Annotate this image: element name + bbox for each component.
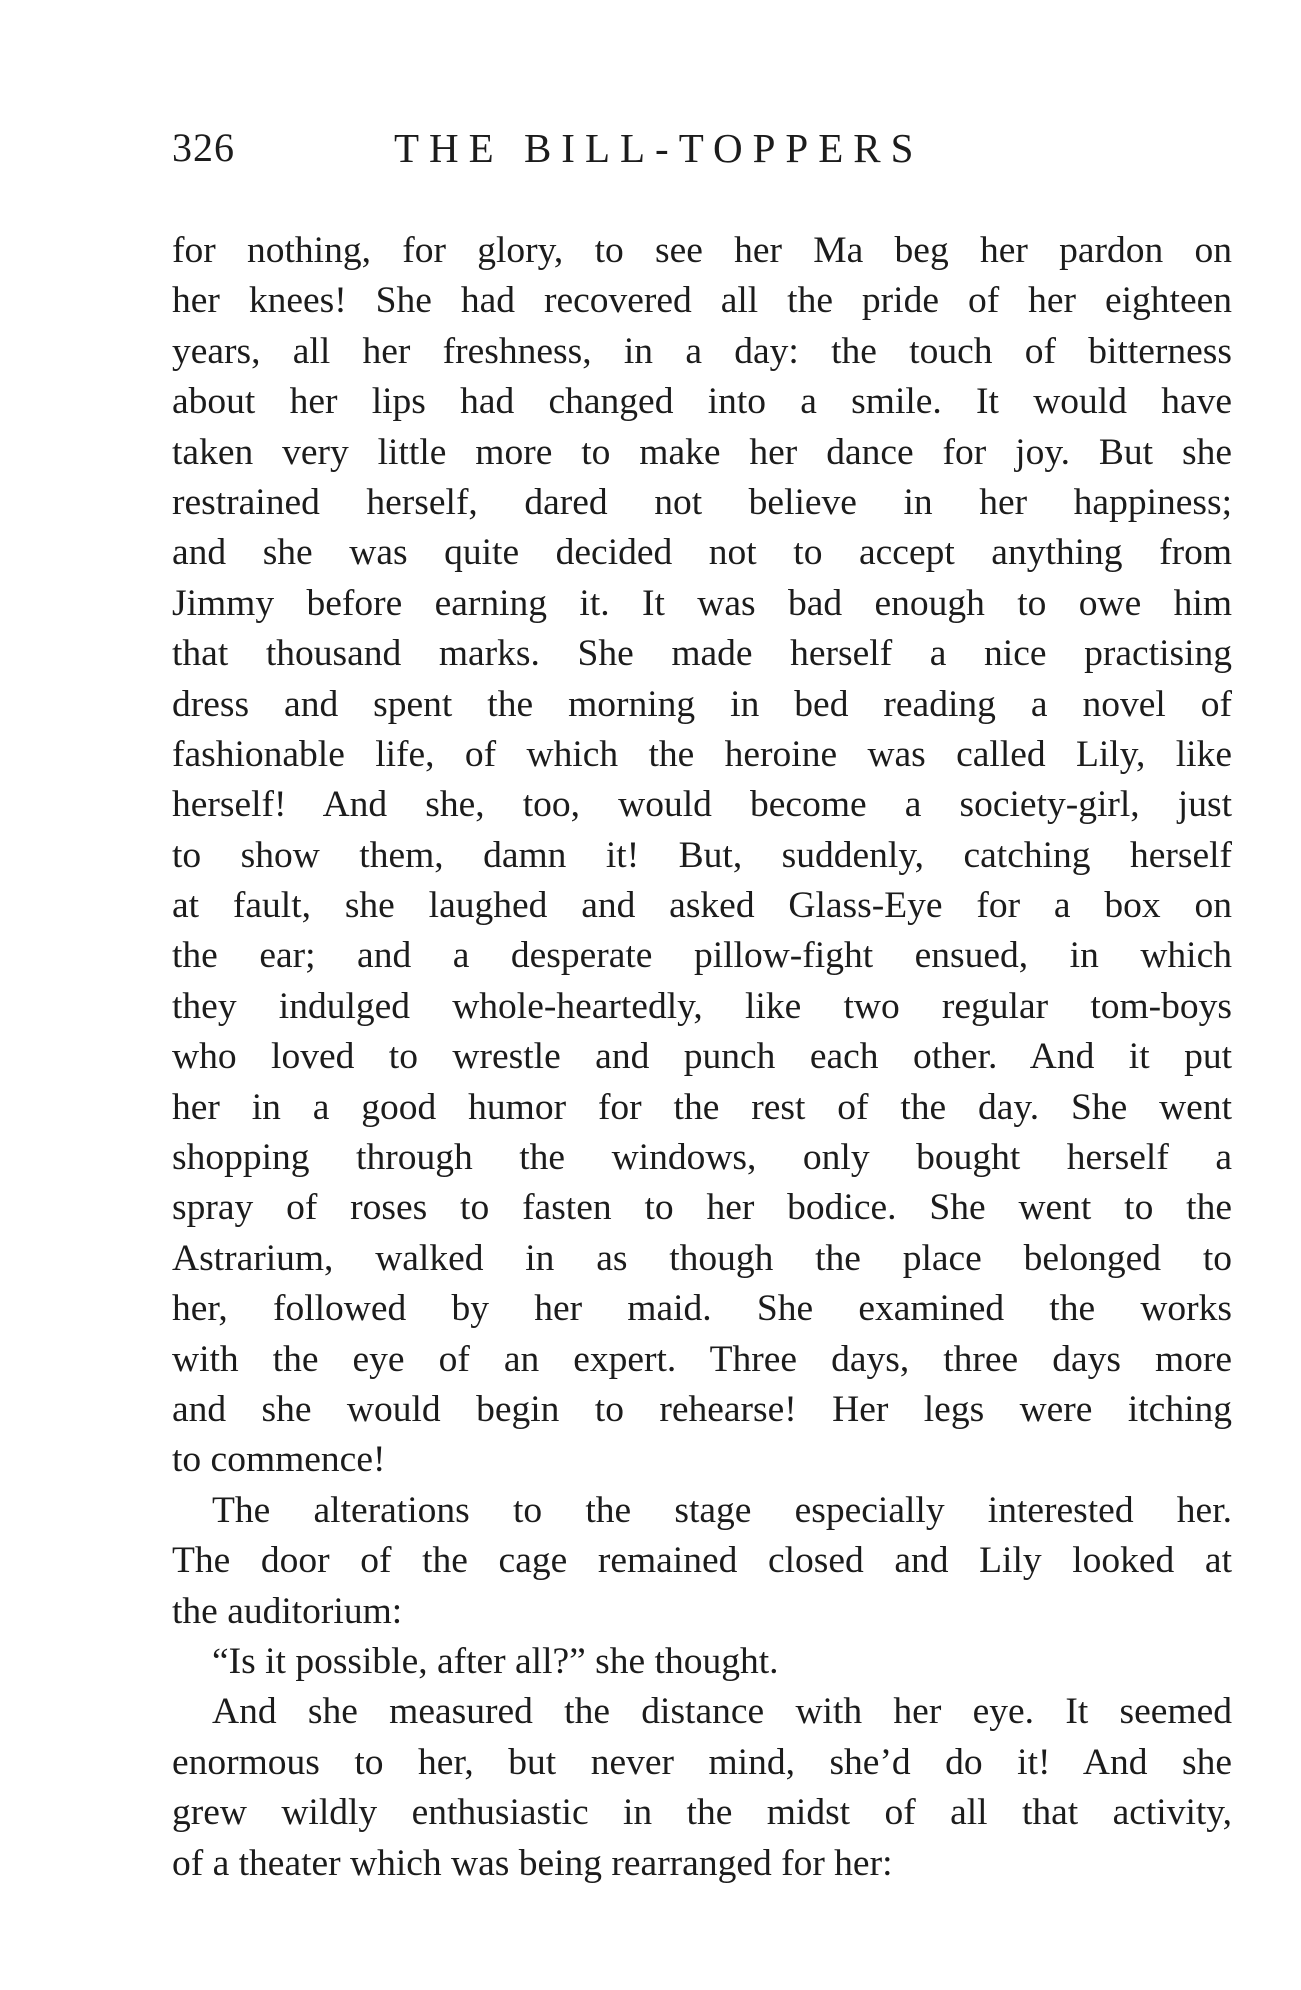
text-line: fashionable life, of which the heroine was called Lily, like [172, 733, 1232, 775]
text-line: Jimmy before earning it. It was bad enough to owe him [172, 582, 1232, 624]
running-head [172, 118, 1232, 178]
text-line: and she would begin to rehearse! Her legs were itching [172, 1388, 1232, 1430]
text-line: spray of roses to fasten to her bodice. She went to the [172, 1187, 1232, 1229]
text-line: her, followed by her maid. She examined the works [172, 1288, 1232, 1330]
text-line: that thousand marks. She made herself a nice practising [172, 633, 1232, 675]
text-line: grew wildly enthusiastic in the midst of all that activity, [172, 1792, 1232, 1834]
text-line: herself! And she, too, would become a society-girl, just [172, 784, 1232, 826]
text-line: dress and spent the morning in bed reading a novel of [172, 683, 1232, 725]
text-line: taken very little more to make her dance for joy. But she [172, 431, 1232, 473]
text-line: the auditorium: [172, 1590, 403, 1632]
text-line: and she was quite decided not to accept anything from [172, 532, 1232, 574]
text-line: about her lips had changed into a smile. It would have [172, 381, 1232, 423]
text-line: And she measured the distance with her eye. It seemed [212, 1691, 1232, 1733]
text-line: to show them, damn it! But, suddenly, catching herself [172, 834, 1232, 876]
text-line: of a theater which was being rearranged for her: [172, 1842, 893, 1884]
text-line: her in a good humor for the rest of the day. She went [172, 1086, 1232, 1128]
body-text [172, 226, 1232, 1889]
text-line: at fault, she laughed and asked Glass-Eye for a box on [172, 885, 1232, 927]
text-line: years, all her freshness, in a day: the touch of bitterness [172, 330, 1232, 372]
text-line: her knees! She had recovered all the pride of her eighteen [172, 280, 1232, 322]
text-line: the ear; and a desperate pillow-fight ensued, in which [172, 935, 1232, 977]
text-line: they indulged whole-heartedly, like two regular tom-boys [172, 985, 1232, 1027]
text-line: shopping through the windows, only bought herself a [172, 1137, 1232, 1179]
text-line: restrained herself, dared not believe in her happiness; [172, 481, 1232, 523]
text-line: to commence! [172, 1439, 386, 1481]
page-number: 326 [172, 125, 235, 170]
text-line: with the eye of an expert. Three days, three days more [172, 1338, 1232, 1380]
text-line: “Is it possible, after all?” she thought. [212, 1640, 779, 1682]
text-line: enormous to her, but never mind, she’d do it! And she [172, 1741, 1232, 1783]
text-line: Astrarium, walked in as though the place belonged to [172, 1237, 1232, 1279]
text-line: for nothing, for glory, to see her Ma beg her pardon on [172, 230, 1232, 271]
text-line: who loved to wrestle and punch each other. And it put [172, 1036, 1232, 1078]
running-title: THE BILL-TOPPERS [394, 125, 924, 171]
text-line: The alterations to the stage especially interested her. [212, 1489, 1232, 1531]
text-line: The door of the cage remained closed and Lily looked at [172, 1540, 1232, 1582]
